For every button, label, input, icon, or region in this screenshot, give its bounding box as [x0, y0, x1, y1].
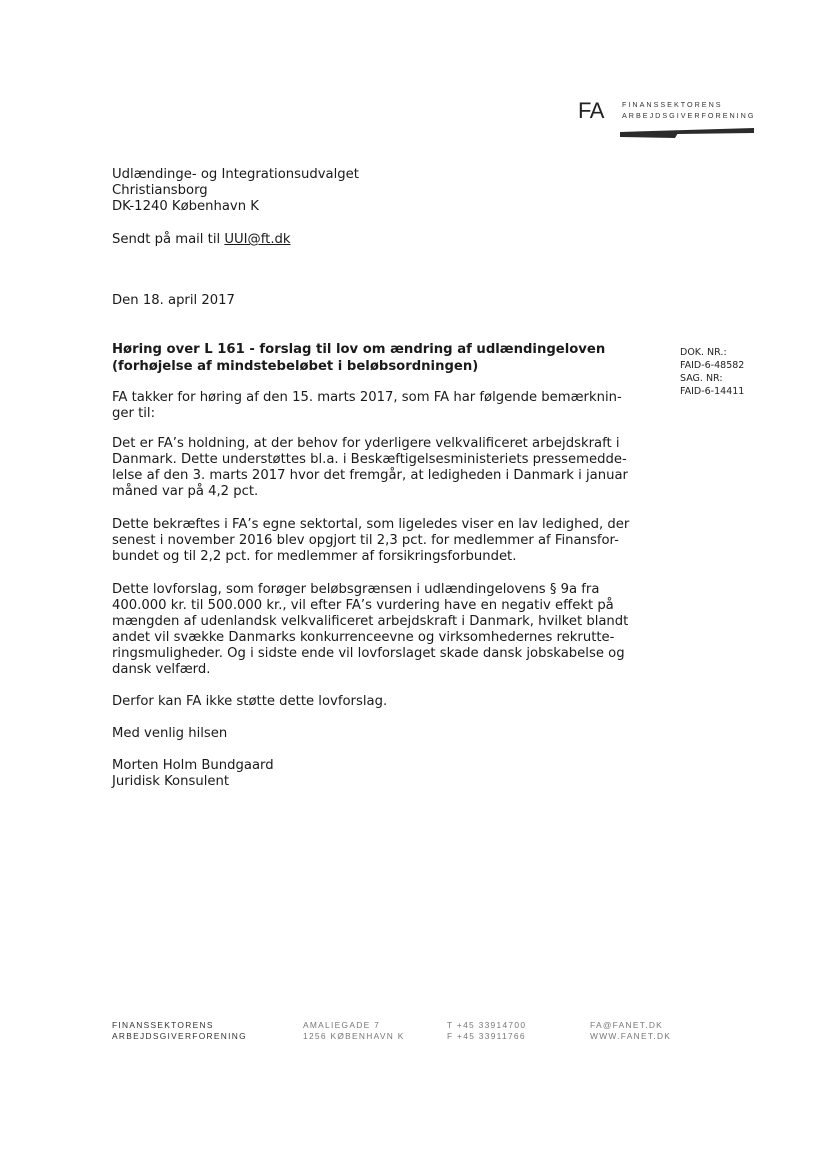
paragraph-1 — [112, 390, 622, 422]
paragraph-4-line-4: andet vil svække Danmarks konkurrenceevne og virksomhedernes rekrutte- — [112, 630, 615, 645]
paragraph-2 — [112, 436, 628, 500]
letter-subject — [112, 342, 605, 375]
paragraph-3 — [112, 517, 629, 565]
letter-date: Den 18. april 2017 — [112, 293, 235, 308]
recipient-line-1: Udlændinge- og Integrationsudvalget — [112, 167, 359, 182]
paragraph-2-line-4: måned var på 4,2 pct. — [112, 484, 259, 499]
footer-org-line-2: ARBEJDSGIVERFORENING — [112, 1031, 247, 1041]
logo-swoosh-icon — [590, 126, 754, 142]
footer-fax-number: F +45 33911766 — [447, 1031, 526, 1041]
paragraph-3-line-2: senest i november 2016 blev opgjort til 2,3 pct. for medlemmer af Finansfor- — [112, 533, 619, 548]
signature-title: Juridisk Konsulent — [112, 774, 230, 789]
closing: Med venlig hilsen — [112, 726, 228, 741]
paragraph-4-line-3: mængden af udenlandsk velkvalificeret arbejdskraft i Danmark, hvilket blandt — [112, 614, 629, 629]
paragraph-2-line-2: Danmark. Dette understøttes bl.a. i Beskæftigelsesministeriets pressemedde- — [112, 452, 627, 467]
paragraph-4-line-6: dansk velfærd. — [112, 662, 211, 677]
paragraph-4-line-2: 400.000 kr. til 500.000 kr., vil efter FA’s vurdering have en negativ effekt på — [112, 598, 614, 613]
footer-org-line-1: FINANSSEKTORENS — [112, 1020, 214, 1030]
dok-label: DOK. NR.: — [680, 347, 727, 358]
sag-value: FAID-6-14411 — [680, 386, 745, 397]
footer-contact — [590, 1020, 671, 1042]
footer-phone — [447, 1020, 526, 1042]
fa-logo — [578, 96, 758, 146]
signature-name: Morten Holm Bundgaard — [112, 758, 274, 773]
recipient-address — [112, 167, 359, 215]
logo-line-1: FINANSSEKTORENS — [622, 100, 723, 109]
recipient-line-3: DK-1240 København K — [112, 199, 259, 214]
paragraph-4-line-1: Dette lovforslag, som forøger beløbsgrænsen i udlændingelovens § 9a fra — [112, 582, 600, 597]
paragraph-1-line-2: ger til: — [112, 406, 156, 421]
paragraph-3-line-3: bundet og til 2,2 pct. for medlemmer af forsikringsforbundet. — [112, 549, 517, 564]
recipient-email-link[interactable]: UUI@ft.dk — [224, 232, 291, 247]
signature — [112, 758, 274, 790]
paragraph-1-line-1: FA takker for høring af den 15. marts 2017, som FA har følgende bemærknin- — [112, 390, 622, 405]
footer-address-line-1: AMALIEGADE 7 — [303, 1020, 381, 1030]
paragraph-4-line-5: ringsmuligheder. Og i sidste ende vil lovforslaget skade dansk jobskabelse og — [112, 646, 625, 661]
subject-line-1: Høring over L 161 - forslag til lov om ændring af udlændingeloven — [112, 342, 606, 357]
footer-email[interactable]: FA@FANET.DK — [590, 1020, 664, 1030]
recipient-line-2: Christiansborg — [112, 183, 208, 198]
dok-value: FAID-6-48582 — [680, 360, 745, 371]
paragraph-2-line-3: lelse af den 3. marts 2017 hvor det fremgår, at ledigheden i Danmark i januar — [112, 468, 628, 483]
document-meta — [680, 346, 744, 398]
logo-mark: FA — [578, 98, 604, 123]
sent-line — [112, 232, 291, 248]
sag-label: SAG. NR: — [680, 373, 723, 384]
logo-line-2: ARBEJDSGIVERFORENING — [622, 111, 756, 120]
paragraph-4 — [112, 582, 628, 678]
footer-address — [303, 1020, 405, 1042]
paragraph-2-line-1: Det er FA’s holdning, at der behov for yderligere velkvalificeret arbejdskraft i — [112, 436, 620, 451]
subject-line-2: (forhøjelse af mindstebeløbet i beløbsordningen) — [112, 358, 479, 374]
footer-phone-number: T +45 33914700 — [447, 1020, 527, 1030]
paragraph-3-line-1: Dette bekræftes i FA’s egne sektortal, som ligeledes viser en lav ledighed, der — [112, 517, 630, 532]
paragraph-5: Derfor kan FA ikke støtte dette lovforslag. — [112, 694, 388, 709]
sent-prefix: Sendt på mail til — [112, 232, 225, 247]
footer-website[interactable]: WWW.FANET.DK — [590, 1031, 672, 1041]
footer-address-line-2: 1256 KØBENHAVN K — [303, 1031, 405, 1041]
footer-org — [112, 1020, 247, 1042]
